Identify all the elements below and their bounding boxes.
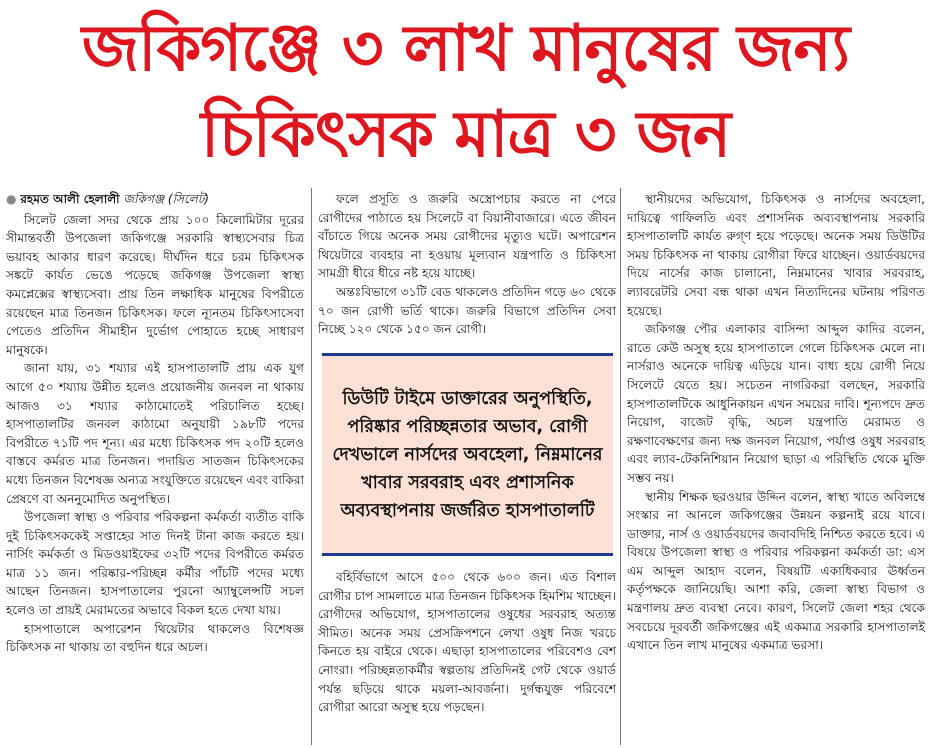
column-2-top (318, 190, 616, 346)
column-2-bottom (318, 568, 616, 746)
paragraph: জকিগঞ্জ পৌর এলাকার বাসিন্দা আব্দুল কাদির বলেন, রাতে কেউ অসুস্থ হয়ে হাসপাতালে গেলে চিকিৎসক মেলে না। নার্সরাও অনেকে দায়িত্ব এড়িয়ে যান। বাধ্য হয়ে রোগী নিয়ে সিলেটে যেতে হয়। সচেতন নাগরিকরা বলছেন, সরকারি হাসপাতালটিকে আধুনিকায়ন এখন সময়ের দাবি। শূন্যপদে দ্রুত নিয়োগ, বাজেট বৃদ্ধি, অচল যন্ত্রপাতি মেরামত ও রক্ষণাবেক্ষণের জন্য দক্ষ জনবল নিয়োগ, পর্যাপ্ত ওষুধ সরবরাহ এবং ল্যাব-টেকনিশিয়ান নিয়োগ ছাড়া এ পরিস্থিতি থেকে মুক্তি সম্ভব নয়। (627, 322, 925, 485)
paragraph: ফলে প্রসূতি ও জরুরি অস্ত্রোপচার করতে না পেরে রোগীদের পাঠাতে হয় সিলেটে বা বিয়ানীবাজারে। এতে জীবন বাঁচাতে গিয়ে অনেক সময় রোগীদের মৃত্যুও ঘটে। অপারেশন থিয়েটারে ব্যবহার না হওয়ায় মূল্যবান যন্ত্রপাতি ও চিকিৎসা সামগ্রী ধীরে ধীরে নষ্ট হয়ে যাচ্ছে। (318, 192, 616, 281)
headline-line-1: জকিগঞ্জে ৩ লাখ মানুষের জন্য (81, 12, 850, 86)
paragraph: উপজেলা স্বাস্থ্য ও পরিবার পরিকল্পনা কর্মকর্তা ব্যতীত বাকি দুই চিকিৎসককেই সপ্তাহের সাত দিনই টানা কাজ করতে হয়। নার্সিং কর্মকর্তা ও মিডওয়াইফের ৩২টি পদের বিপরীতে কর্মরত মাত্র ১১ জন। পরিষ্কার-পরিচ্ছন্ন কর্মীর পাঁচটি পদের মধ্যে আছেন তিনজন। হাসপাতালের পুরনো অ্যাম্বুলেন্সটি সচল হলেও তা প্রায়ই মেরামতের অভাবে বিকল হতে দেখা যায়। (6, 510, 304, 618)
column-1 (6, 190, 304, 745)
paragraph: অন্তঃবিভাগে ৩১টি বেড থাকলেও প্রতিদিন গড়ে ৬০ থেকে ৭০ জন রোগী ভর্তি থাকে। জরুরি বিভাগে প্রতিদিন সেবা নিচ্ছে ১২০ থেকে ১৫০ জন রোগী। (318, 284, 616, 337)
paragraph: বহির্বিভাগে আসে ৫০০ থেকে ৬০০ জন। এত বিশাল রোগীর চাপ সামলাতে মাত্র তিনজন চিকিৎসক হিমশিম খাচ্ছেন। রোগীদের অভিযোগ, হাসপাতালের ওষুধের সরবরাহ অত্যন্ত সীমিত। অনেক সময় প্রেসক্রিপশনে লেখা ওষুধ নিজ খরচে কিনতে হয় বাইরে থেকে। এছাড়া হাসপাতালের পরিবেশও বেশ নোংরা। পরিচ্ছন্নতাকর্মীর স্বল্পতায় প্রতিদিনই গেট থেকে ওয়ার্ড পর্যন্ত ছড়িয়ে থাকে ময়লা-আবর্জনা। দুর্গন্ধযুক্ত পরিবেশে রোগীরা আরো অসুস্থ হয়ে পড়ছেন। (318, 570, 616, 715)
byline (6, 190, 304, 209)
paragraph: স্থানীয় শিক্ষক ছরওয়ার উদ্দিন বলেন, স্বাস্থ্য খাতে অবিলম্বে সংস্কার না আনলে জকিগঞ্জের উন্নয়ন কল্পনাই রয়ে যাবে। ডাক্তার, নার্স ও ওয়ার্ডবয়দের জবাবদিহি নিশ্চিত করতে হবে। এ বিষয়ে উপজেলা স্বাস্থ্য ও পরিবার পরিকল্পনা কর্মকর্তা ডা: এস এম আব্দুল আহাদ বলেন, বিষয়টি একাধিকবার ঊর্ধ্বতন কর্তৃপক্ষকে জানিয়েছি। আশা করি, জেলা স্বাস্থ্য বিভাগ ও মন্ত্রণালয় দ্রুত ব্যবস্থা নেবে। কারণ, সিলেট জেলা শহর থেকে সবচেয়ে দূরবর্তী জকিগঞ্জের এই একমাত্র সরকারি হাসপাতালই এখানে তিন লাখ মানুষের একমাত্র ভরসা। (627, 489, 925, 653)
headline-line-2: চিকিৎসক মাত্র ৩ জন (200, 98, 731, 172)
headline (0, 6, 931, 178)
byline-place: জকিগঞ্জ (সিলেট) (123, 192, 209, 206)
column-divider (311, 188, 312, 745)
paragraph: স্থানীয়দের অভিযোগ, চিকিৎসক ও নার্সদের অবহেলা, দায়িত্বে গাফিলতি এবং প্রশাসনিক অব্যবস্থাপনায় সরকারি হাসপাতালটি কার্যত রুগ্ণ হয়ে পড়েছে। অনেক সময় ডিউটির সময় চিকিৎসক না থাকায় রোগীরা ফিরে যাচ্ছেন। ওয়ার্ডবয়দের দিয়ে নার্সের কাজ চালানো, নিম্নমানের খাবার সরবরাহ, ল্যাবরেটরি সেবা বন্ধ থাকা এখন নিত্যদিনের ঘটনায় পরিণত হয়েছে। (627, 192, 925, 318)
pull-quote (322, 353, 613, 556)
column-divider (620, 188, 621, 745)
paragraph: জানা যায়, ৩১ শয্যার এই হাসপাতালটি প্রায় এক যুগ আগে ৫০ শয্যায় উন্নীত হলেও প্রয়োজনীয় জনবল না থাকায় আজও ৩১ শয্যার কাঠামোতেই পরিচালিত হচ্ছে। হাসপাতালটির জনবল কাঠামো অনুযায়ী ১৯৮টি পদের বিপরীতে ৭১টি পদ শূন্য। এর মধ্যে চিকিৎসক পদ ২০টি হলেও বাস্তবে কর্মরত মাত্র তিনজন। পদায়িত সাতজন চিকিৎসকের মধ্যে তিনজন বিশেষজ্ঞ অন্যত্র সংযুক্তিতে রয়েছেন এবং বাকিরা প্রেষণে বা অননুমোদিত অনুপস্থিত। (6, 361, 304, 506)
pull-quote-text: ডিউটি টাইমে ডাক্তারের অনুপস্থিতি, পরিষ্কার পরিচ্ছন্নতার অভাব, রোগী দেখভালে নার্সদের অবহেলা, নিম্নমানের খাবার সরবরাহ এবং প্রশাসনিক অব্যবস্থাপনায় জর্জরিত হাসপাতালটি (332, 388, 603, 521)
bullet-icon: ● (6, 192, 17, 206)
paragraph: সিলেট জেলা সদর থেকে প্রায় ১০০ কিলোমিটার দূরের সীমান্তবর্তী উপজেলা জকিগঞ্জে সরকারি স্বাস্থ্যসেবার চিত্র ভয়াবহ আকার ধারণ করেছে। দীর্ঘদিন ধরে চরম চিকিৎসক সঙ্কটে কার্যত ভেঙে পড়েছে জকিগঞ্জ উপজেলা স্বাস্থ্য কমপ্লেক্সের স্বাস্থ্যসেবা। প্রায় তিন লক্ষাধিক মানুষের বিপরীতে রয়েছেন মাত্র তিনজন চিকিৎসক। ফলে ন্যূনতম চিকিৎসাসেবা পেতেও প্রতিদিন সীমাহীন দুর্ভোগ পোহাতে হচ্ছে সাধারণ মানুষকে। (6, 212, 304, 357)
byline-author: রহমত আলী হেলালী (20, 192, 120, 206)
column-3 (627, 190, 925, 745)
paragraph: হাসপাতালে অপারেশন থিয়েটার থাকলেও বিশেষজ্ঞ চিকিৎসক না থাকায় তা বহুদিন ধরে অচল। (6, 621, 304, 655)
